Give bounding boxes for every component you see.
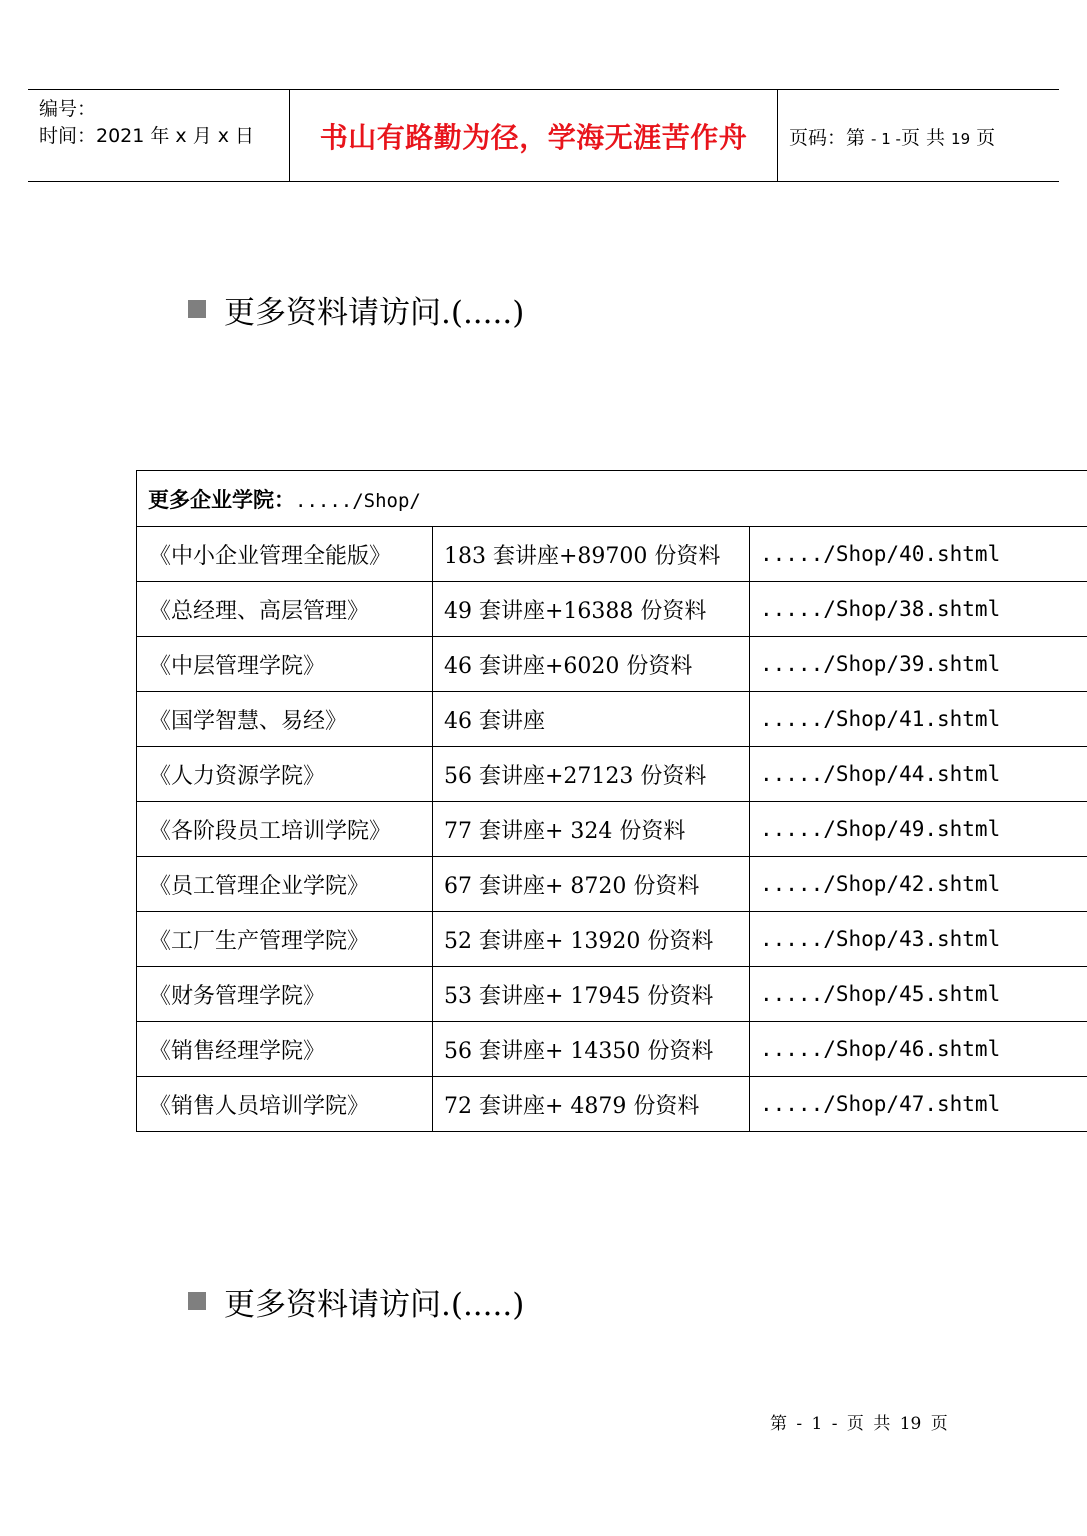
college-content-count-cell: 183 套讲座+89700 份资料	[433, 527, 750, 582]
college-content-count-cell: 67 套讲座+ 8720 份资料	[433, 857, 750, 912]
college-name-cell: 《中层管理学院》	[137, 637, 433, 692]
bullet-line-bottom	[188, 1281, 524, 1321]
college-content-count-cell: 53 套讲座+ 17945 份资料	[433, 967, 750, 1022]
page-header	[28, 89, 1059, 182]
college-link-cell[interactable]: ...../Shop/47.shtml	[750, 1077, 1087, 1132]
header-motto-cell	[290, 90, 778, 182]
college-content-count-cell: 46 套讲座	[433, 692, 750, 747]
more-resources-link-bottom[interactable]: 更多资料请访问.(.....)	[224, 1286, 525, 1323]
college-link-cell[interactable]: ...../Shop/42.shtml	[750, 857, 1087, 912]
college-name-cell: 《各阶段员工培训学院》	[137, 802, 433, 857]
page-middle: 页 共	[900, 126, 952, 149]
college-name-cell: 《总经理、高层管理》	[137, 582, 433, 637]
page-prefix: 页码：第	[789, 126, 872, 149]
page-total: 19	[951, 129, 971, 148]
table-row	[137, 747, 1087, 802]
college-link-cell[interactable]: ...../Shop/46.shtml	[750, 1022, 1087, 1077]
college-link-cell[interactable]: ...../Shop/41.shtml	[750, 692, 1087, 747]
table-row	[137, 802, 1087, 857]
page-suffix: 页	[970, 126, 996, 149]
table-row	[137, 692, 1087, 747]
table-row	[137, 637, 1087, 692]
table-row	[137, 1022, 1087, 1077]
square-bullet-icon	[188, 1292, 206, 1310]
college-name-cell: 《员工管理企业学院》	[137, 857, 433, 912]
table-row	[137, 582, 1087, 637]
college-content-count-cell: 49 套讲座+16388 份资料	[433, 582, 750, 637]
square-bullet-icon	[188, 300, 206, 318]
college-name-cell: 《人力资源学院》	[137, 747, 433, 802]
page-footer: 第 - 1 - 页 共 19 页	[770, 1414, 948, 1434]
table-row	[137, 527, 1087, 582]
college-name-cell: 《销售人员培训学院》	[137, 1077, 433, 1132]
table-title-row	[137, 471, 1087, 527]
college-link-cell[interactable]: ...../Shop/49.shtml	[750, 802, 1087, 857]
college-link-cell[interactable]: ...../Shop/38.shtml	[750, 582, 1087, 637]
header-page-number	[789, 123, 995, 150]
header-meta-cell	[28, 90, 290, 182]
college-name-cell: 《财务管理学院》	[137, 967, 433, 1022]
college-link-cell[interactable]: ...../Shop/39.shtml	[750, 637, 1087, 692]
college-name-cell: 《销售经理学院》	[137, 1022, 433, 1077]
college-content-count-cell: 46 套讲座+6020 份资料	[433, 637, 750, 692]
college-link-cell[interactable]: ...../Shop/43.shtml	[750, 912, 1087, 967]
table-row	[137, 1077, 1087, 1132]
college-name-cell: 《工厂生产管理学院》	[137, 912, 433, 967]
enterprise-college-table	[136, 470, 1087, 1132]
college-content-count-cell: 52 套讲座+ 13920 份资料	[433, 912, 750, 967]
college-content-count-cell: 77 套讲座+ 324 份资料	[433, 802, 750, 857]
college-link-cell[interactable]: ...../Shop/40.shtml	[750, 527, 1087, 582]
college-name-cell: 《中小企业管理全能版》	[137, 527, 433, 582]
more-resources-link-top[interactable]: 更多资料请访问.(.....)	[224, 294, 525, 331]
college-link-cell[interactable]: ...../Shop/44.shtml	[750, 747, 1087, 802]
table-title-cell	[137, 471, 1087, 527]
bullet-line-top	[188, 289, 524, 329]
document-time: 时间：2021 年 x 月 x 日	[39, 125, 255, 147]
college-content-count-cell: 56 套讲座+27123 份资料	[433, 747, 750, 802]
page-current: - 1 -	[871, 129, 901, 148]
college-content-count-cell: 56 套讲座+ 14350 份资料	[433, 1022, 750, 1077]
college-link-cell[interactable]: ...../Shop/45.shtml	[750, 967, 1087, 1022]
table-row	[137, 857, 1087, 912]
table-title-link[interactable]: ...../Shop/	[295, 489, 421, 512]
table-title-label: 更多企业学院：	[148, 487, 295, 512]
header-motto: 书山有路勤为径，学海无涯苦作舟	[319, 121, 748, 154]
college-name-cell: 《国学智慧、易经》	[137, 692, 433, 747]
table-row	[137, 912, 1087, 967]
table-row	[137, 967, 1087, 1022]
header-page-cell	[778, 90, 1059, 182]
college-content-count-cell: 72 套讲座+ 4879 份资料	[433, 1077, 750, 1132]
document-number-label: 编号：	[39, 98, 97, 120]
